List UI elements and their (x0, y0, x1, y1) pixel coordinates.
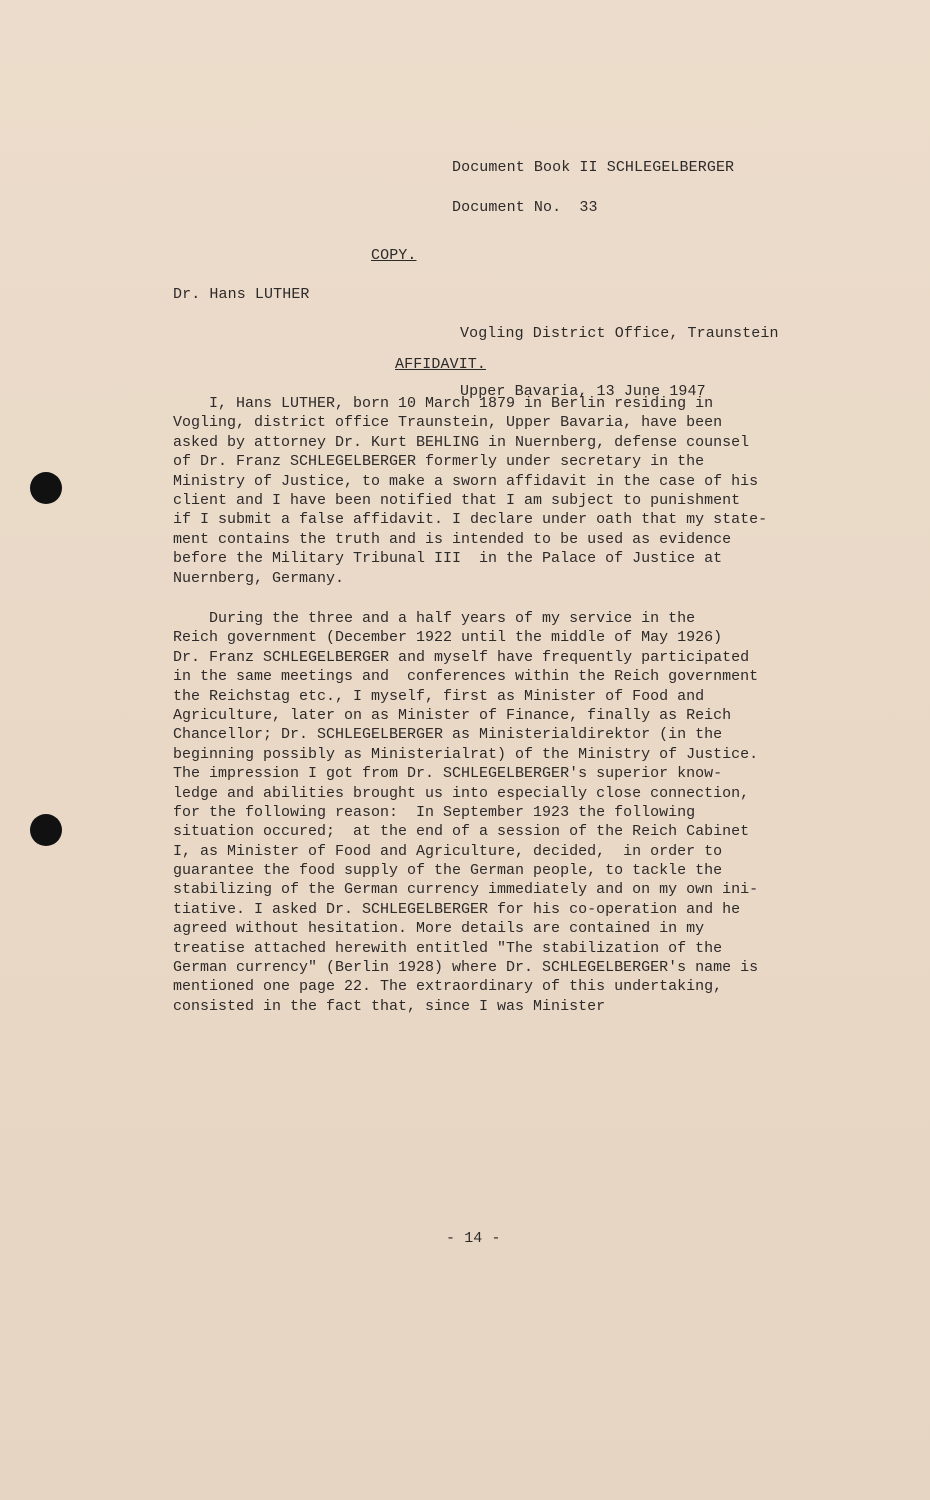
text-line: Agriculture, later on as Minister of Finance, finally as Reich (173, 706, 732, 724)
text-line: I, Hans LUTHER, born 10 March 1879 in Berlin residing in (173, 395, 714, 412)
document-number: Document No. 33 (452, 199, 598, 216)
text-line: Reich government (December 1922 until the middle of May 1926) (173, 629, 723, 647)
text-line: Chancellor; Dr. SCHLEGELBERGER as Ministerialdirektor (in the (173, 726, 723, 744)
text-line: before the Military Tribunal III in the Palace of Justice at (173, 550, 723, 568)
date-line: Upper Bavaria, 13 June 1947 (460, 383, 706, 401)
punch-hole-bottom (30, 814, 62, 846)
text-line: I, as Minister of Food and Agriculture, decided, in order to (173, 842, 723, 860)
text-line: Nuernberg, Germany. (173, 569, 345, 587)
text-line: The impression I got from Dr. SCHLEGELBERGER's superior know- (173, 765, 723, 783)
author-name: Dr. Hans LUTHER (173, 286, 310, 303)
punch-hole-top (30, 472, 62, 504)
text-line: mentioned one page 22. The extraordinary of this undertaking, (173, 978, 723, 996)
text-line: asked by attorney Dr. Kurt BEHLING in Nuernberg, defense counsel (173, 433, 750, 451)
text-line: treatise attached herewith entitled "The stabilization of the (173, 939, 723, 957)
text-line: consisted in the fact that, since I was Minister (173, 997, 606, 1015)
text-line: ledge and abilities brought us into especially close connection, (173, 784, 750, 802)
text-line: situation occured; at the end of a session of the Reich Cabinet (173, 823, 750, 841)
text-line: Dr. Franz SCHLEGELBERGER and myself have frequently participated (173, 648, 750, 666)
text-line: in the same meetings and conferences within the Reich government (173, 668, 759, 686)
text-line: guarantee the food supply of the German people, to tackle the (173, 862, 723, 880)
document-book-label: Document Book II SCHLEGELBERGER (452, 159, 735, 176)
text-line: ment contains the truth and is intended to be used as evidence (173, 530, 732, 548)
text-line: the Reichstag etc., I myself, first as Minister of Food and (173, 687, 705, 705)
text-line: client and I have been notified that I am subject to punishment (173, 491, 741, 509)
page-number: - 14 - (446, 1230, 501, 1247)
text-line: tiative. I asked Dr. SCHLEGELBERGER for his co-operation and he (173, 900, 741, 918)
text-line: German currency" (Berlin 1928) where Dr. SCHLEGELBERGER's name is (173, 959, 759, 977)
text-line: agreed without hesitation. More details are contained in my (173, 920, 705, 938)
text-line: Ministry of Justice, to make a sworn affidavit in the case of his (173, 472, 759, 490)
affidavit-title: AFFIDAVIT. (395, 356, 487, 373)
text-line: if I submit a false affidavit. I declare under oath that my state- (173, 511, 768, 529)
text-line: Vogling, district office Traunstein, Upper Bavaria, have been (173, 414, 723, 432)
paragraph-service (173, 609, 823, 1016)
paragraph-oath (173, 394, 823, 588)
text-line: beginning possibly as Ministerialrat) of the Ministry of Justice. (173, 745, 759, 763)
text-line: of Dr. Franz SCHLEGELBERGER formerly under secretary in the (173, 453, 705, 471)
text-line: stabilizing of the German currency immediately and on my own ini- (173, 881, 759, 899)
copy-label: COPY. (371, 247, 417, 264)
place-line: Vogling District Office, Traunstein (460, 324, 779, 342)
text-line: During the three and a half years of my service in the (173, 610, 696, 627)
text-line: for the following reason: In September 1923 the following (173, 803, 696, 821)
